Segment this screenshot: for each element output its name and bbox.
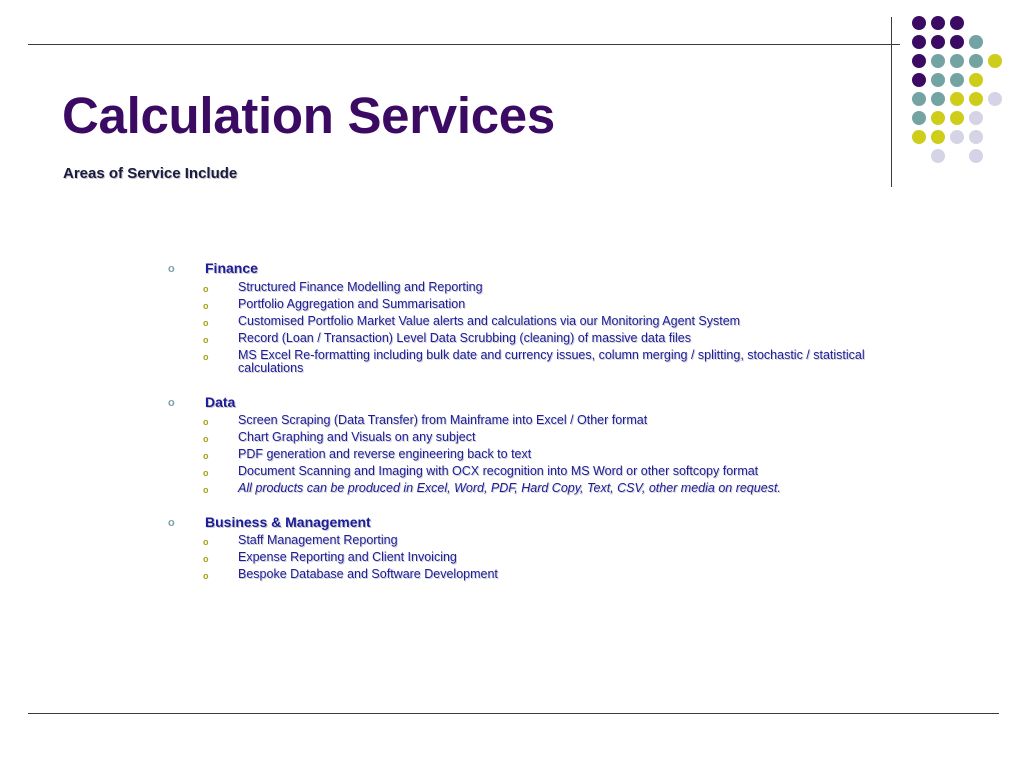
- list-item: [165, 281, 905, 295]
- decor-dot: [950, 54, 964, 68]
- page-title: Calculation Services: [62, 87, 555, 144]
- list-item-text: Staff Management Reporting: [238, 533, 398, 547]
- section-business-management: [165, 514, 905, 582]
- decor-dot: [969, 111, 983, 125]
- list-item: [165, 298, 905, 312]
- bullet-icon: o: [168, 396, 175, 409]
- decor-dot: [950, 16, 964, 30]
- list-item-text: Bespoke Database and Software Development: [238, 567, 498, 581]
- list-item: [165, 465, 905, 479]
- decor-dot: [950, 111, 964, 125]
- list-item-text: MS Excel Re-formatting including bulk date and currency issues, column merging / splitting, stochastic / statistical calculations: [238, 347, 865, 375]
- list-item-text: PDF generation and reverse engineering back to text: [238, 447, 532, 461]
- section-heading-text: Business & Management: [205, 513, 371, 530]
- decor-dot: [950, 92, 964, 106]
- list-item-text: Structured Finance Modelling and Reporting: [238, 279, 483, 294]
- bullet-icon: o: [203, 283, 209, 294]
- bullet-icon: o: [203, 334, 209, 345]
- decor-dot: [969, 92, 983, 106]
- list-item-text: All products can be produced in Excel, Word, PDF, Hard Copy, Text, CSV, other media on request.: [238, 481, 781, 495]
- decor-dot: [912, 73, 926, 87]
- decor-dot: [931, 73, 945, 87]
- bullet-icon: o: [203, 485, 209, 495]
- decor-dot: [912, 35, 926, 49]
- decor-dot: [969, 149, 983, 163]
- bullet-icon: o: [168, 263, 175, 275]
- list-item-text: Customised Portfolio Market Value alerts and calculations via our Monitoring Agent System: [238, 313, 741, 328]
- decor-dot: [931, 92, 945, 106]
- decor-dot: [931, 54, 945, 68]
- section-heading-text: Data: [205, 393, 236, 410]
- decor-dot: [969, 54, 983, 68]
- bullet-icon: o: [203, 351, 209, 362]
- page-subtitle: Areas of Service Include: [63, 165, 238, 182]
- decor-dot: [950, 130, 964, 144]
- bullet-icon: o: [203, 554, 209, 564]
- decor-dot: [969, 130, 983, 144]
- list-item: [165, 448, 905, 462]
- section-heading: [165, 394, 905, 411]
- list-item-text: Screen Scraping (Data Transfer) from Mainframe into Excel / Other format: [238, 413, 648, 427]
- list-item-text: Document Scanning and Imaging with OCX recognition into MS Word or other softcopy format: [238, 464, 759, 478]
- list-item: [165, 315, 905, 329]
- section-finance: [165, 260, 905, 376]
- bullet-icon: o: [203, 468, 209, 478]
- decor-dot: [969, 73, 983, 87]
- list-item: [165, 414, 905, 428]
- list-item-text: Chart Graphing and Visuals on any subject: [238, 430, 476, 444]
- decor-dot: [912, 130, 926, 144]
- decor-dot: [988, 54, 1002, 68]
- list-item: [165, 431, 905, 445]
- decor-dot: [950, 35, 964, 49]
- list-item: [165, 349, 905, 376]
- bullet-icon: o: [203, 417, 209, 427]
- list-item-text: Portfolio Aggregation and Summarisation: [238, 296, 466, 311]
- decor-dot: [912, 92, 926, 106]
- list-item: [165, 568, 905, 582]
- list-item: [165, 332, 905, 346]
- decor-dot: [988, 92, 1002, 106]
- list-item-text: Record (Loan / Transaction) Level Data Scrubbing (cleaning) of massive data files: [238, 330, 692, 345]
- section-heading: [165, 260, 905, 277]
- decor-dot: [931, 16, 945, 30]
- decor-dot: [950, 73, 964, 87]
- decor-dot: [931, 111, 945, 125]
- decor-dot: [931, 35, 945, 49]
- list-item: [165, 534, 905, 548]
- bullet-icon: o: [168, 516, 175, 529]
- bullet-icon: o: [203, 434, 209, 444]
- list-item: [165, 551, 905, 565]
- decor-dot: [969, 35, 983, 49]
- decor-dot: [931, 149, 945, 163]
- decor-dot: [912, 16, 926, 30]
- decor-dot: [912, 54, 926, 68]
- bottom-divider: [28, 713, 999, 714]
- bullet-icon: o: [203, 300, 209, 311]
- bullet-icon: o: [203, 571, 209, 581]
- bullet-icon: o: [203, 317, 209, 328]
- decor-dot: [931, 130, 945, 144]
- list-item-text: Expense Reporting and Client Invoicing: [238, 550, 457, 564]
- section-heading: [165, 514, 905, 531]
- section-data: [165, 394, 905, 496]
- service-list: [165, 260, 905, 600]
- bullet-icon: o: [203, 451, 209, 461]
- bullet-icon: o: [203, 537, 209, 547]
- list-item: [165, 482, 905, 496]
- decor-dot: [912, 111, 926, 125]
- section-heading-text: Finance: [205, 260, 258, 276]
